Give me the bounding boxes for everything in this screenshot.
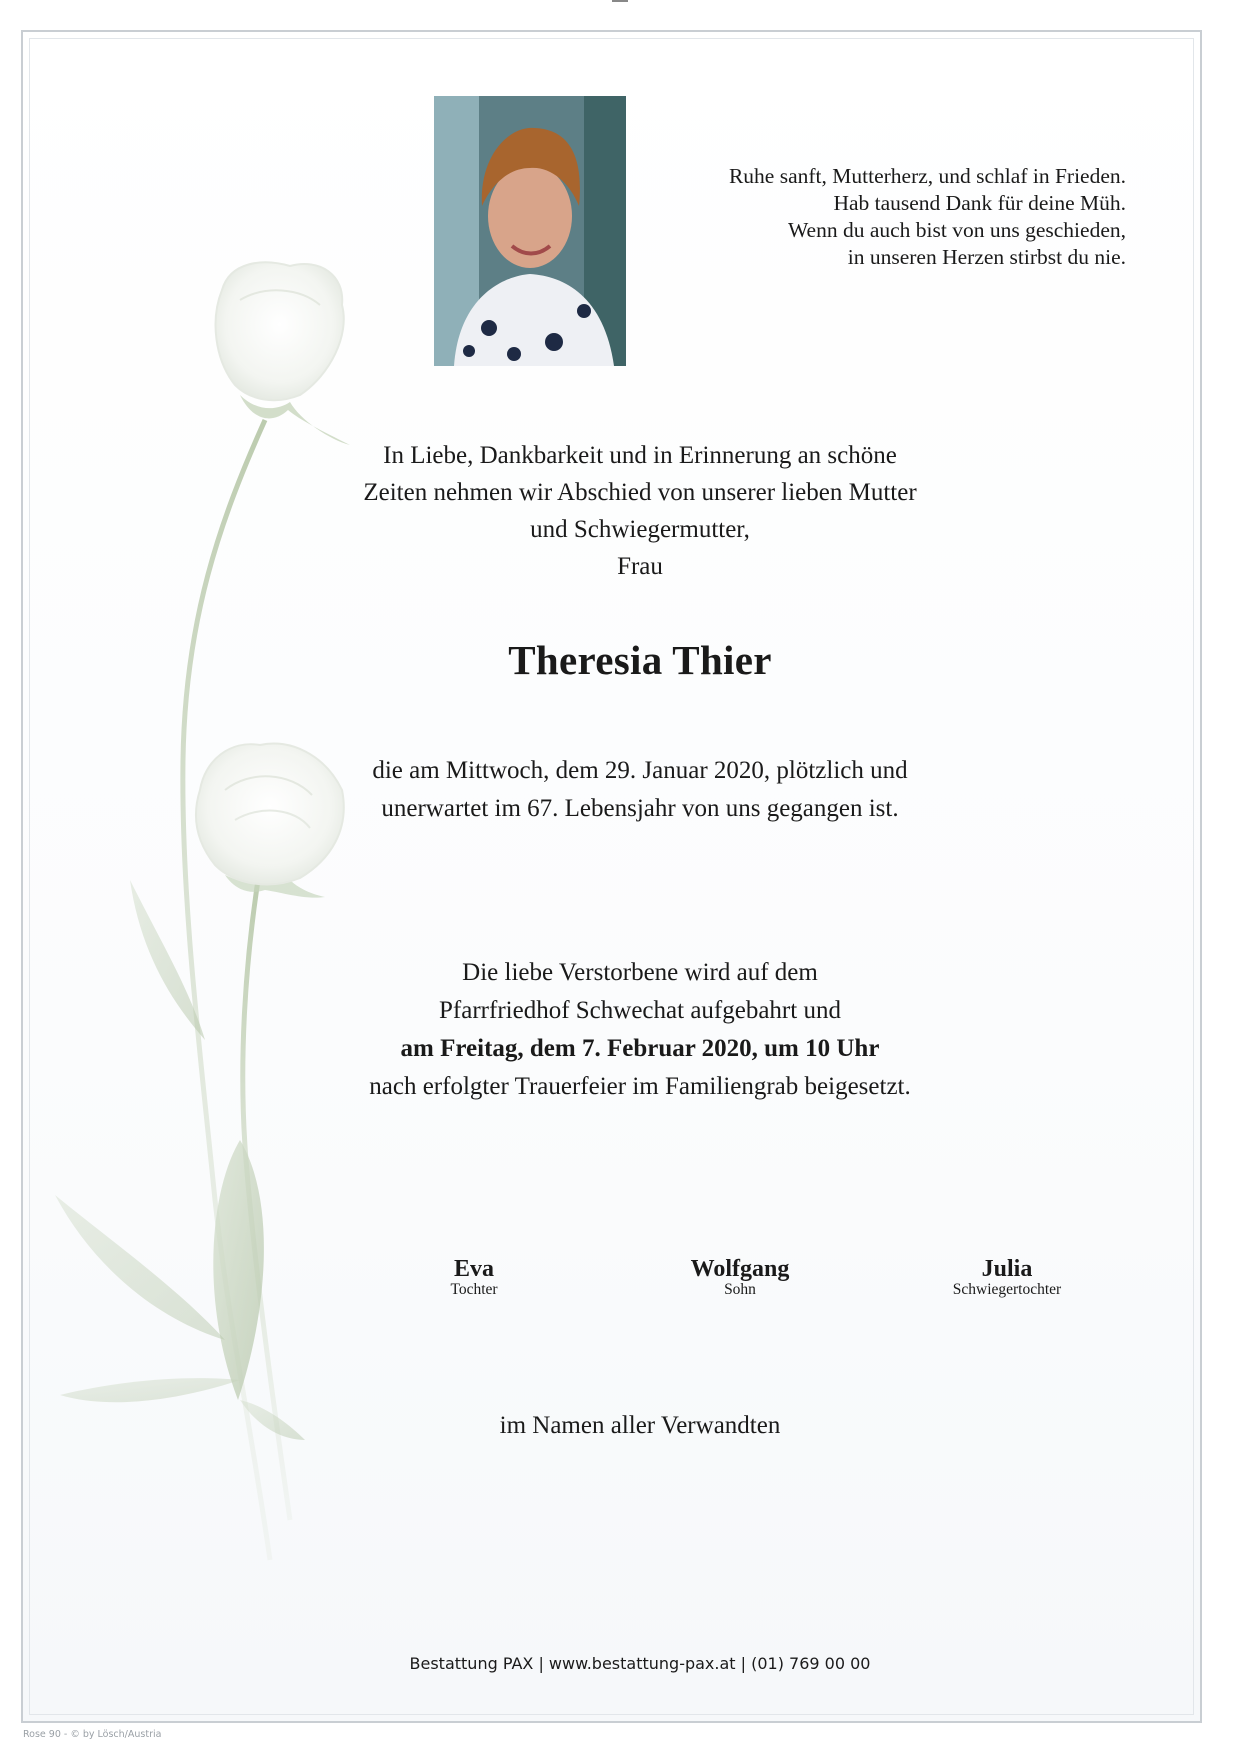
verse-line: Hab tausend Dank für deine Müh.: [833, 191, 1126, 215]
mourner-name: Julia: [981, 1256, 1033, 1282]
image-credit: Rose 90 - © by Lösch/Austria: [23, 1729, 162, 1740]
mourner-wolfgang: [630, 1256, 850, 1298]
burial-details: [330, 954, 950, 1106]
mourner-role: Tochter: [450, 1281, 498, 1298]
verse-line: Wenn du auch bist von uns geschieden,: [787, 218, 1126, 242]
mourner-name: Wolfgang: [690, 1256, 790, 1282]
relatives-line: im Namen aller Verwandten: [499, 1412, 781, 1439]
intro-line: und Schwiegermutter,: [530, 516, 750, 543]
burial-line: Pfarrfriedhof Schwechat aufgebahrt und: [439, 997, 841, 1024]
intro-line: Zeiten nehmen wir Abschied von unserer lieben Mutter: [363, 479, 917, 506]
top-crop-mark: [612, 0, 628, 2]
burial-line: Die liebe Verstorbene wird auf dem: [462, 959, 818, 986]
mourner-role: Sohn: [724, 1281, 756, 1298]
burial-line: nach erfolgter Trauerfeier im Familiengrab beigesetzt.: [369, 1073, 911, 1100]
mourner-name: Eva: [453, 1256, 494, 1282]
burial-date: am Freitag, dem 7. Februar 2020, um 10 Uhr: [400, 1035, 880, 1062]
death-line: die am Mittwoch, dem 29. Januar 2020, plötzlich und: [372, 757, 908, 784]
verse-line: in unseren Herzen stirbst du nie.: [847, 245, 1126, 269]
death-notice: [330, 752, 950, 828]
farewell-intro: [330, 437, 950, 585]
intro-line: Frau: [617, 553, 663, 580]
mourner-eva: [364, 1256, 584, 1298]
deceased-name: Theresia Thier: [508, 637, 772, 683]
mourner-julia: [897, 1256, 1117, 1298]
portrait-photo: [434, 96, 626, 366]
funeral-home-footer: Bestattung PAX | www.bestattung-pax.at | (01) 769 00 00: [409, 1654, 871, 1673]
memorial-verse: [626, 163, 1126, 271]
death-line: unerwartet im 67. Lebensjahr von uns gegangen ist.: [381, 795, 899, 822]
intro-line: In Liebe, Dankbarkeit und in Erinnerung an schöne: [383, 442, 897, 469]
mourner-role: Schwiegertochter: [952, 1281, 1062, 1298]
verse-line: Ruhe sanft, Mutterherz, und schlaf in Frieden.: [728, 164, 1126, 188]
